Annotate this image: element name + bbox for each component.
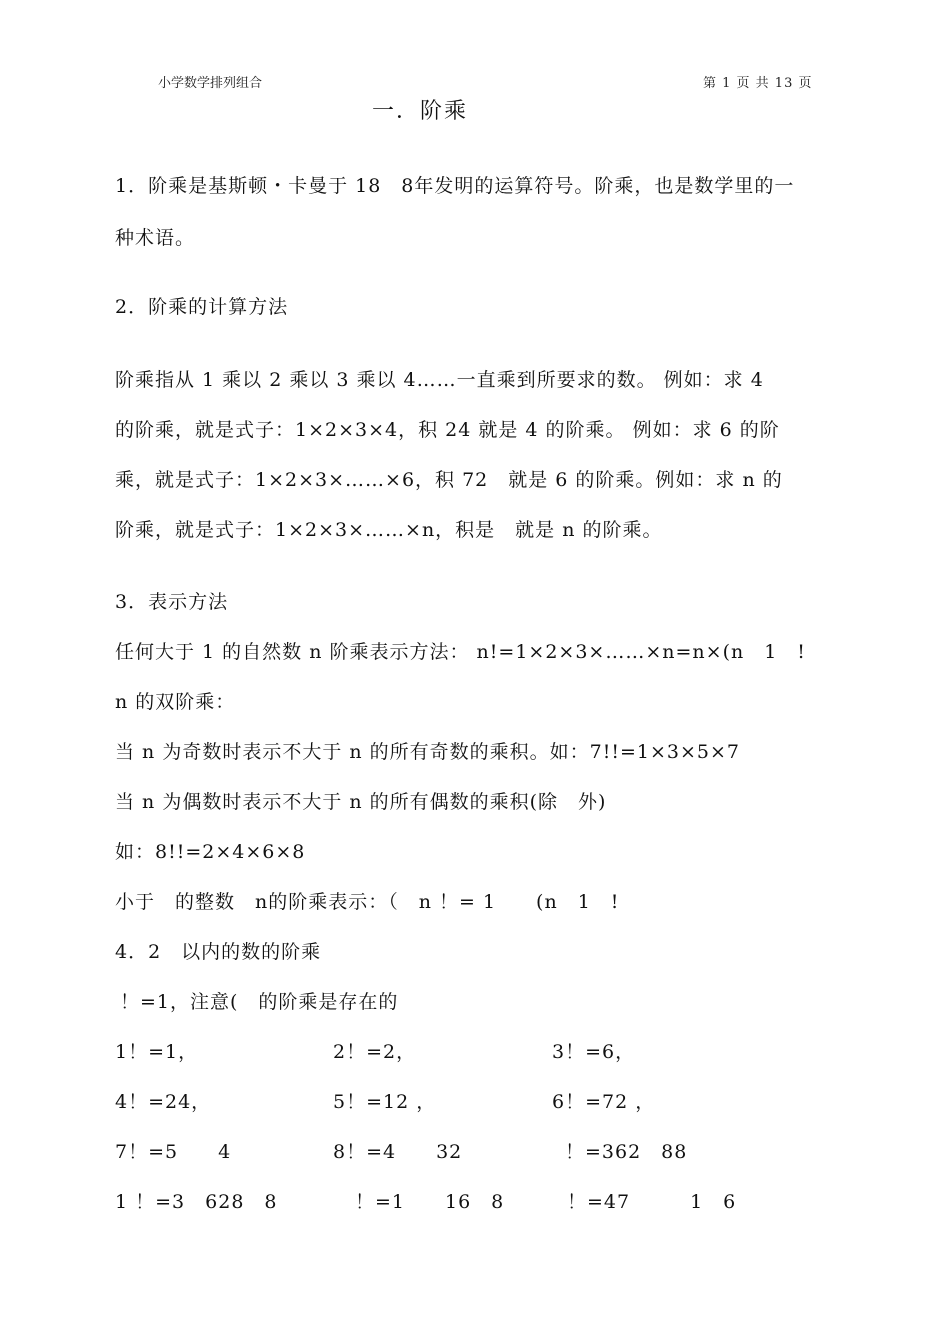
section-title: 一．阶乘 xyxy=(372,99,469,124)
factorial-cell: 1！=1， xyxy=(115,1041,199,1063)
body-line: n 的双阶乘： xyxy=(115,691,236,713)
body-line: 阶乘，就是式子：1×2×3×……×n，积是 就是 n 的阶乘。 xyxy=(115,519,663,541)
factorial-cell: ！=1 16 8 xyxy=(355,1191,505,1213)
factorial-cell: ！=362 88 xyxy=(565,1141,688,1163)
factorial-cell: 1 ！=3 628 8 xyxy=(115,1191,278,1213)
body-line: 如：8!!=2×4×6×8 xyxy=(115,841,306,863)
body-line: 乘，就是式子：1×2×3×……×6，积 72 就是 6 的阶乘。例如：求 n 的 xyxy=(115,469,783,491)
body-line: 当 n 为奇数时表示不大于 n 的所有奇数的乘积。如：7!!=1×3×5×7 xyxy=(115,741,741,763)
factorial-cell: 5！=12 ， xyxy=(333,1091,437,1113)
factorial-cell: 2！=2， xyxy=(333,1041,417,1063)
body-line: 阶乘指从 1 乘以 2 乘以 3 乘以 4……一直乘到所要求的数。 例如：求 4 xyxy=(115,369,764,391)
body-line: 当 n 为偶数时表示不大于 n 的所有偶数的乘积(除 外) xyxy=(115,791,607,813)
factorial-cell: ！=47 1 6 xyxy=(567,1191,737,1213)
factorial-cell: 7！=5 4 xyxy=(115,1141,232,1163)
page-header-left: 小学数学排列组合 xyxy=(158,76,263,91)
page-header-right: 第 1 页 共 13 页 xyxy=(703,76,813,91)
body-line: ！=1，注意( 的阶乘是存在的 xyxy=(120,991,399,1013)
factorial-cell: 8！=4 32 xyxy=(333,1141,463,1163)
body-line: 1．阶乘是基斯顿・卡曼于 18 8年发明的运算符号。阶乘，也是数学里的一 xyxy=(115,175,795,197)
subheading: 3．表示方法 xyxy=(115,591,229,613)
factorial-cell: 4！=24， xyxy=(115,1091,212,1113)
body-line: 种术语。 xyxy=(115,227,196,249)
body-line: 任何大于 1 的自然数 n 阶乘表示方法： n!=1×2×3×……×n=n×(n 1 ! xyxy=(115,641,806,663)
subheading: 4．2 以内的数的阶乘 xyxy=(115,941,322,963)
subheading: 2．阶乘的计算方法 xyxy=(115,296,289,318)
factorial-cell: 3！=6， xyxy=(552,1041,636,1063)
body-line: 的阶乘，就是式子：1×2×3×4，积 24 就是 4 的阶乘。 例如：求 6 的阶 xyxy=(115,419,780,441)
factorial-cell: 6！=72 ， xyxy=(552,1091,656,1113)
body-line: 小于 的整数 n的阶乘表示：（ n ！= 1 (n 1 ! xyxy=(115,891,620,913)
